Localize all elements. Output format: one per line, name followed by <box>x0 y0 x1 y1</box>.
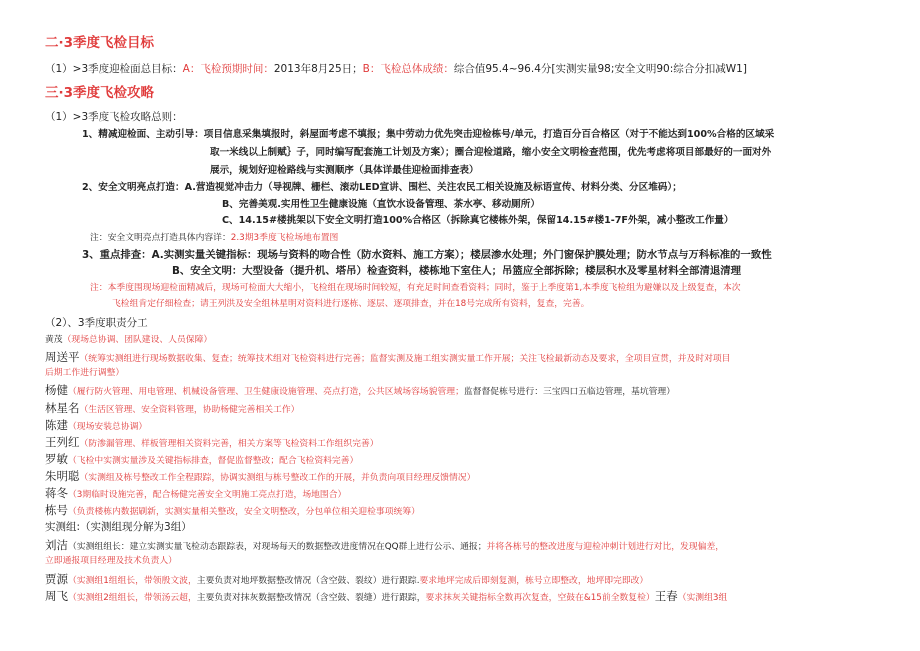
duty-desc: （实测组组长：建立实测实量飞检动态跟踪表，对现场每天的数据整改进度情况在QQ群上进行公示、通报； <box>68 542 487 552</box>
duty-zhumingcong <box>45 469 475 485</box>
p1-date: 2013年8月25日 <box>273 63 353 75</box>
duty-name: 栋号 <box>45 503 68 517</box>
duty-desc-2: 主要负责对地坪数据整改情况（含空鼓、裂纹）进行跟踪. <box>196 576 420 586</box>
note1-prefix: 注：安全文明亮点打造具体内容详： <box>90 233 231 243</box>
p1-result: 综合值95.4~96.4分[实测实量98;安全文明90:综合分扣减W1] <box>453 63 747 75</box>
duty-desc-4: （实测组3组 <box>677 593 728 603</box>
duty-desc: （防渗漏管理、样板管理相关资料完善，相关方案等飞检资料工作组织完善） <box>79 439 379 449</box>
s3-item1-line-a: 1、精减迎检面、主动引导：项目信息采集填报时，斜屋面考虑不填报；集中劳动力优先突击迎检栋号/单元，打造百分百合格区（对于不能达到100%合格的区域采 <box>82 129 775 140</box>
duty-desc: （生活区管理、安全资料管理，协助杨健完善相关工作） <box>79 405 300 415</box>
duty-desc: （现场安装总协调） <box>68 422 148 432</box>
duty-name: 周飞 <box>45 589 68 603</box>
duty-linxingming <box>45 401 299 417</box>
duty-desc: （实测组及栋号整改工作全程跟踪，协调实测组与栋号整改工作的开展，并负责向项目经理反馈情况） <box>79 473 476 483</box>
duty-donghao <box>45 503 420 519</box>
p1-prefix: （1）>3季度迎检面总目标： <box>45 63 183 75</box>
s3-note-1 <box>90 231 338 245</box>
duty-desc: （3期临时设施完善，配合杨健完善安全文明施工亮点打造，场地围合） <box>68 490 347 500</box>
p1-sep: ； <box>352 63 363 75</box>
duty-jiayuan <box>45 572 648 588</box>
s3-p1-head: （1）>3季度飞检攻略总则： <box>45 111 183 123</box>
note1-link[interactable]: 2.3期3季度飞检场地布置图 <box>230 233 339 243</box>
duty-desc-3: 要求抹灰关键指标全数再次复查，空鼓在&15前全数复检） <box>425 593 655 603</box>
duty-huangmao <box>45 333 212 347</box>
section-2-paragraph-1 <box>45 62 747 76</box>
duty-zhouyuping-cont: 后期工作进行调整） <box>45 368 125 378</box>
duty-zhoufei <box>45 589 727 605</box>
duty-liujie-cont: 立即通报项目经理及技术负责人） <box>45 556 177 566</box>
s3-item1-line-c: 展示，规划好迎检路线与实测顺序（具体详最佳迎检面排查表） <box>210 165 479 176</box>
p1-a: A：飞检预期时间： <box>182 63 274 75</box>
duty-desc-3: 要求地坪完成后即刻复测，栋号立即整改，地坪即完即改） <box>419 576 649 586</box>
duty-name: 陈建 <box>45 418 68 432</box>
duty-liujie <box>45 538 724 554</box>
duty-name: 朱明聪 <box>45 469 80 483</box>
duty-name: 杨健 <box>45 383 68 397</box>
duty-name: 罗敏 <box>45 452 68 466</box>
duty-name: 实测组: <box>45 521 81 533</box>
duty-name: 林星名 <box>45 401 80 415</box>
duty-shicezu <box>45 520 192 534</box>
duty-wanglieh <box>45 435 379 451</box>
duty-name-2: 王春 <box>654 589 678 603</box>
duty-name: 周送平 <box>45 350 80 364</box>
s3-note-2-line-a: 注：本季度围现场迎检面精减后，现场可检面大大缩小，飞检组在现场时间较短，有充足时间查看资料；同时，鉴于上季度第1,本季度飞检组为避嫌以及上级复查，本次 <box>90 283 741 293</box>
s3-item2-line-a: 2、安全文明亮点打造：A.营造视觉冲击力（导视牌、栅栏、滚动LED宣讲、围栏、关注农民工相关设施及标语宣传、材料分类、分区堆码）； <box>82 182 682 193</box>
s3-item2-line-c: C、14.15#楼挑架以下安全文明打造100%合格区（拆除真它楼栋外架，保留14.15#楼1-7F外架，减小整改工作量） <box>222 215 734 226</box>
duty-name: 王列红 <box>45 435 80 449</box>
duty-name: 黄茂 <box>45 335 63 345</box>
section-3-title: 三·3季度飞检攻略 <box>45 85 155 101</box>
s3-item3-line-a: 3、重点排查：A.实测实量关键指标：现场与资料的吻合性（防水资料、施工方案）；楼层渗水处理；外门窗保护膜处理；防水节点与万科标准的一致性 <box>82 249 772 261</box>
s3-item3-line-b: B、安全文明：大型设备（提升机、塔吊）检查资料，楼栋地下室住人；吊篮应全部拆除；楼层积水及零星材料全部清退清理 <box>172 265 742 277</box>
duty-desc: （统筹实测组进行现场数据收集、复查；统筹技术组对飞检资料进行完善；监督实测及施工组实测实量工作开展；关注飞检最新动态及要求，全项目宣贯，并及时对项目 <box>79 354 731 364</box>
duty-desc: （实测组2组组长，带领汤云超， <box>68 593 197 603</box>
duty-desc: （履行防火管理、用电管理、机械设备管理、卫生健康设施管理、亮点打造，公共区域场容场貌管理； <box>68 387 464 397</box>
duty-jiangdong <box>45 486 346 502</box>
p1-b: B：飞检总体成绩： <box>362 63 454 75</box>
s3-note-2-line-b: 飞检组肯定仔细检查；请王列洪及安全组林星明对资料进行逐栋、逐层、逐项排查，并在18号完成所有资料，复查，完善。 <box>112 299 590 309</box>
duty-name: 蒋冬 <box>45 486 68 500</box>
duty-name: 贾源 <box>45 572 68 586</box>
s3-item2-line-b: B、完善美观.实用性卫生健康设施（直饮水设备管理、茶水亭、移动厕所） <box>222 199 540 210</box>
s3-p2-head: （2）、3季度职责分工 <box>45 317 148 329</box>
duty-desc: （实测组1组组长，带领殷文波， <box>68 576 197 586</box>
duty-luomin <box>45 452 358 468</box>
duty-desc-2: 监督督促栋号进行：三宝四口五临边管理，基坑管理） <box>463 387 676 397</box>
duty-desc-2: 主要负责对抹灰数据整改情况（含空鼓、裂缝）进行跟踪， <box>196 593 426 603</box>
duty-desc-2: 并将各栋号的整改进度与迎检冲刺计划进行对比，发现偏差， <box>486 542 725 552</box>
s3-item1-line-b: 取一米线以上制赋｝子，同时编写配套施工计划及方案）；圈合迎检道路，缩小安全文明检查范围，优先考虑将项目部最好的一面对外 <box>210 147 772 158</box>
duty-desc: （飞检中实测实量涉及关键指标排查，督促监督整改；配合飞检资料完善） <box>68 456 359 466</box>
section-2-title: 二·3季度飞检目标 <box>45 35 155 51</box>
duty-chenjian <box>45 418 147 434</box>
duty-desc: （实测组现分解为3组） <box>80 521 192 533</box>
duty-name: 刘洁 <box>45 538 68 552</box>
duty-yangjian <box>45 383 675 399</box>
duty-desc: （负责楼栋内数据刷新，实测实量相关整改，安全文明整改，分包单位相关迎检事项统筹） <box>68 507 420 517</box>
duty-desc: （现场总协调、团队建设、人员保障） <box>62 335 213 345</box>
duty-zhouyuping <box>45 350 730 366</box>
